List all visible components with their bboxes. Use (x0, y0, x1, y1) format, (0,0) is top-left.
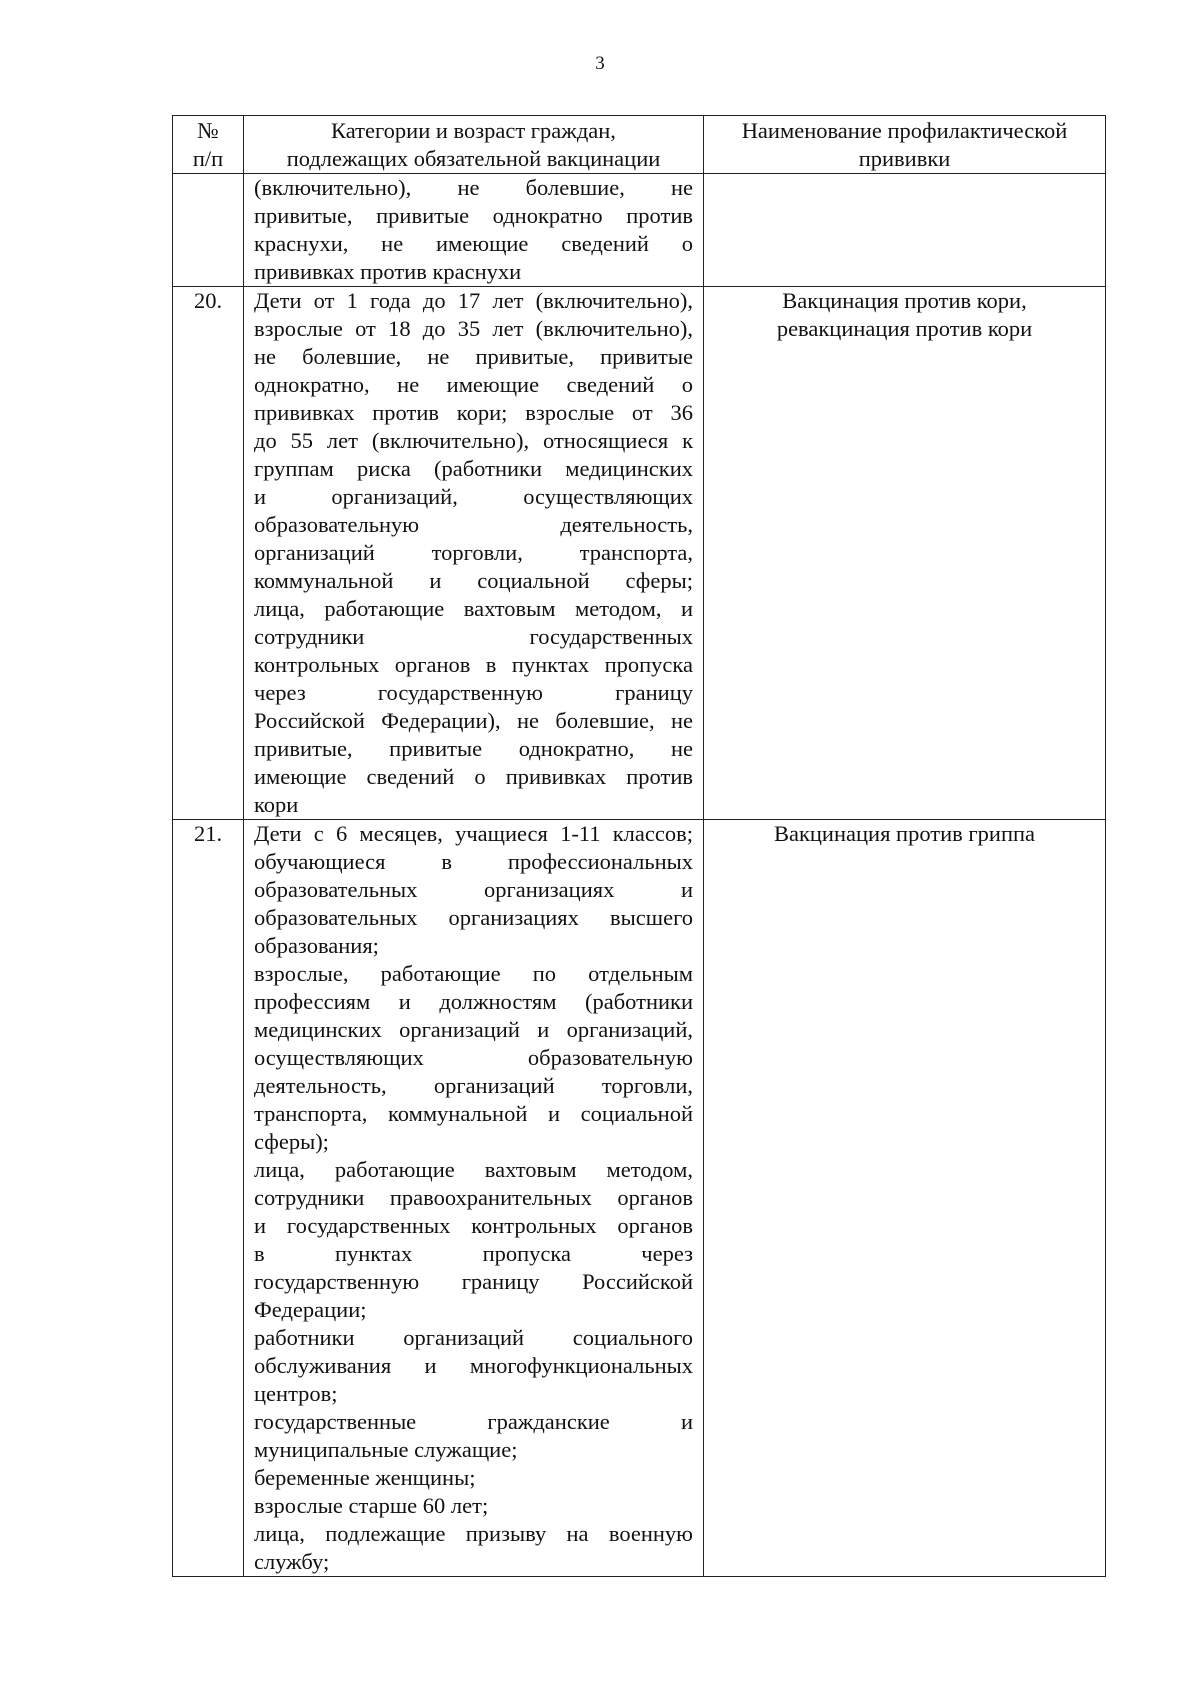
category-line: беременные женщины; (254, 1465, 476, 1490)
category-line: муниципальные служащие; (254, 1437, 518, 1462)
table-header-row (173, 116, 1106, 174)
category-line: в пунктах пропуска через (254, 1241, 693, 1266)
category-line: организаций торговли, транспорта, (254, 540, 693, 565)
category-line: государственные гражданские и (254, 1409, 693, 1434)
row-vaccination-name (704, 820, 1106, 1577)
header-text: Категории и возраст граждан, (331, 118, 616, 143)
header-text: Наименование профилактической (741, 118, 1068, 143)
header-text: п/п (192, 146, 224, 171)
category-line: обучающиеся в профессиональных (254, 849, 693, 874)
category-line: прививках против краснухи (254, 259, 522, 284)
category-line: сотрудники правоохранительных органов (254, 1185, 693, 1210)
category-line: образовательную деятельность, (254, 512, 693, 537)
category-line: до 55 лет (включительно), относящиеся к (254, 428, 693, 453)
category-line: однократно, не имеющие сведений о (254, 372, 693, 397)
table-row (173, 287, 1106, 820)
category-line: лица, работающие вахтовым методом, и (254, 596, 693, 621)
table-body (173, 174, 1106, 1577)
row-number (173, 174, 244, 287)
category-line: государственную границу Российской (254, 1269, 693, 1294)
category-line: краснухи, не имеющие сведений о (254, 231, 693, 256)
category-line: (включительно), не болевшие, не (254, 175, 693, 200)
category-line: деятельность, организаций торговли, (254, 1073, 693, 1098)
row-category (244, 287, 704, 820)
row-number: 21. (173, 820, 244, 1577)
vaccination-table (172, 115, 1106, 1577)
category-line: обслуживания и многофункциональных (254, 1353, 693, 1378)
category-line: работники организаций социального (254, 1325, 693, 1350)
table-row (173, 174, 1106, 287)
category-line: взрослые от 18 до 35 лет (включительно), (254, 316, 693, 341)
row-category (244, 820, 704, 1577)
category-line: осуществляющих образовательную (254, 1045, 693, 1070)
category-line: имеющие сведений о прививках против (254, 764, 693, 789)
header-text: прививки (858, 146, 951, 171)
category-line: через государственную границу (254, 680, 693, 705)
category-line: образования; (254, 933, 379, 958)
category-line: лица, подлежащие призыву на военную (254, 1521, 693, 1546)
category-line: сотрудники государственных (254, 624, 693, 649)
category-line: не болевшие, не привитые, привитые (254, 344, 693, 369)
category-line: центров; (254, 1381, 338, 1406)
category-line: лица, работающие вахтовым методом, (254, 1157, 693, 1182)
row-vaccination-name (704, 287, 1106, 820)
category-line: Российской Федерации), не болевшие, не (254, 708, 693, 733)
category-line: привитые, привитые однократно, не (254, 736, 693, 761)
category-line: образовательных организациях высшего (254, 905, 693, 930)
category-line: кори (254, 792, 299, 817)
category-line: Дети с 6 месяцев, учащиеся 1-11 классов; (254, 821, 693, 846)
category-line: Федерации; (254, 1297, 367, 1322)
category-line: Дети от 1 года до 17 лет (включительно), (254, 288, 693, 313)
page-number: 3 (595, 53, 605, 74)
header-text: подлежащих обязательной вакцинации (286, 146, 661, 171)
row-number: 20. (173, 287, 244, 820)
category-line: группам риска (работники медицинских (254, 456, 693, 481)
row-vaccination-name (704, 174, 1106, 287)
header-number (173, 116, 244, 174)
row-category (244, 174, 704, 287)
category-line: службу; (254, 1549, 330, 1574)
header-vaccination-name (704, 116, 1106, 174)
category-line: профессиям и должностям (работники (254, 989, 693, 1014)
table-row (173, 820, 1106, 1577)
category-line: медицинских организаций и организаций, (254, 1017, 693, 1042)
category-line: контрольных органов в пунктах пропуска (254, 652, 693, 677)
vaccination-name-line: Вакцинация против гриппа (773, 821, 1036, 846)
category-line: прививках против кори; взрослые от 36 (254, 400, 693, 425)
category-line: и организаций, осуществляющих (254, 484, 693, 509)
category-line: коммунальной и социальной сферы; (254, 568, 693, 593)
category-line: взрослые, работающие по отдельным (254, 961, 693, 986)
category-line: и государственных контрольных органов (254, 1213, 693, 1238)
category-line: взрослые старше 60 лет; (254, 1493, 489, 1518)
vaccination-name-line: Вакцинация против кори, (782, 288, 1027, 313)
category-line: сферы); (254, 1129, 329, 1154)
category-line: привитые, привитые однократно против (254, 203, 693, 228)
category-line: транспорта, коммунальной и социальной (254, 1101, 693, 1126)
header-text: № (197, 118, 219, 143)
category-line: образовательных организациях и (254, 877, 693, 902)
vaccination-name-line: ревакцинация против кори (776, 316, 1033, 341)
header-category (244, 116, 704, 174)
